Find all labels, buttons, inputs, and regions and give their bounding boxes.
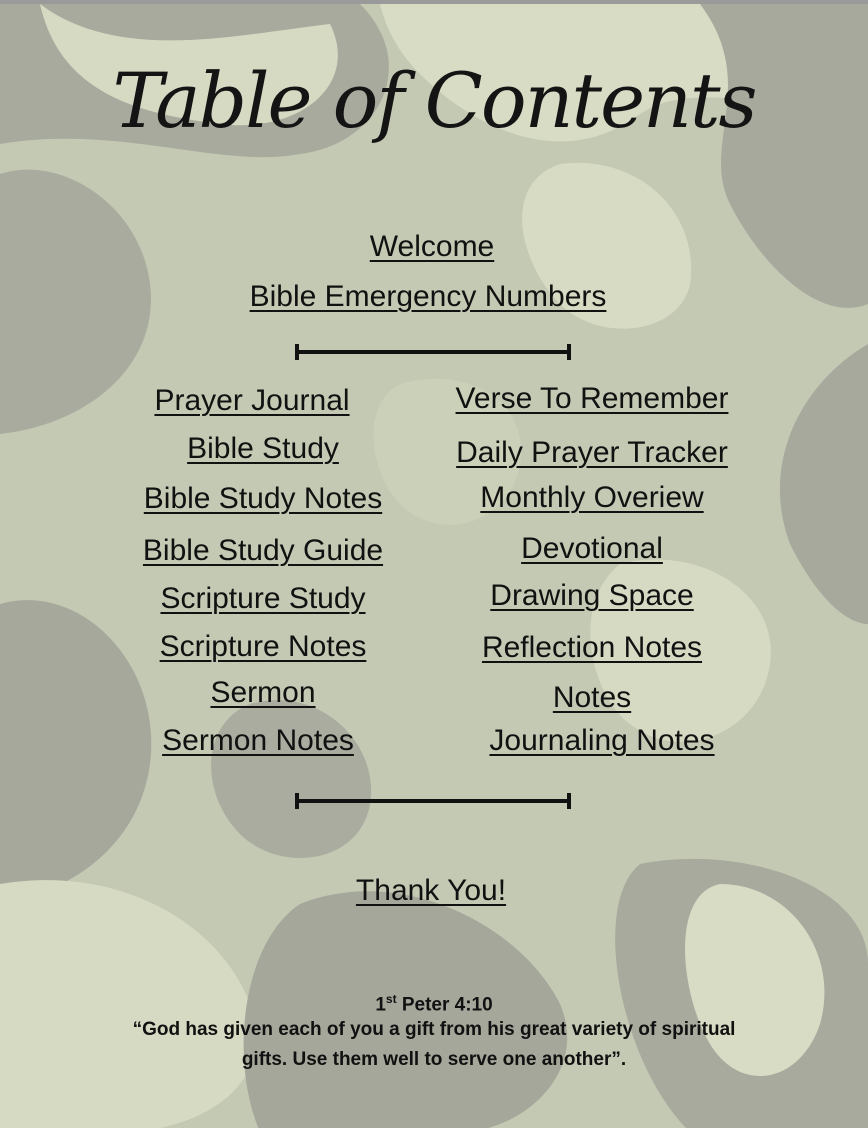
camo-background — [0, 4, 868, 1128]
link-drawing-space[interactable]: Drawing Space — [490, 579, 694, 612]
link-journaling-notes[interactable]: Journaling Notes — [489, 724, 715, 757]
link-scripture-study[interactable]: Scripture Study — [160, 582, 366, 615]
verse-book: Peter 4:10 — [396, 994, 493, 1016]
link-prayer-journal[interactable]: Prayer Journal — [154, 384, 350, 417]
link-daily-prayer-tracker[interactable]: Daily Prayer Tracker — [456, 436, 728, 469]
link-bible-study[interactable]: Bible Study — [187, 432, 339, 465]
verse-ordinal: 1 — [375, 994, 386, 1016]
bottom-divider — [295, 793, 571, 809]
link-thank-you[interactable]: Thank You! — [355, 874, 507, 907]
link-scripture-notes[interactable]: Scripture Notes — [159, 630, 367, 663]
verse-line-2: gifts. Use them well to serve one another”. — [241, 1049, 627, 1070]
link-devotional[interactable]: Devotional — [521, 532, 663, 565]
link-verse-to-remember[interactable]: Verse To Remember — [455, 382, 729, 415]
link-sermon[interactable]: Sermon — [210, 676, 316, 709]
link-monthly-overiew[interactable]: Monthly Overiew — [480, 481, 704, 514]
link-bible-study-notes[interactable]: Bible Study Notes — [143, 482, 383, 515]
link-reflection-notes[interactable]: Reflection Notes — [481, 631, 703, 664]
verse-line-1: “God has given each of you a gift from his great variety of spiritual — [132, 1019, 736, 1040]
link-notes[interactable]: Notes — [552, 681, 632, 714]
link-welcome[interactable]: Welcome — [369, 230, 495, 263]
link-bible-emergency-numbers[interactable]: Bible Emergency Numbers — [249, 280, 607, 313]
link-sermon-notes[interactable]: Sermon Notes — [162, 724, 354, 757]
top-divider — [295, 344, 571, 360]
verse-ordinal-suffix: st — [385, 992, 397, 1006]
page-title: Table of Contents — [112, 56, 756, 145]
link-bible-study-guide[interactable]: Bible Study Guide — [142, 534, 384, 567]
